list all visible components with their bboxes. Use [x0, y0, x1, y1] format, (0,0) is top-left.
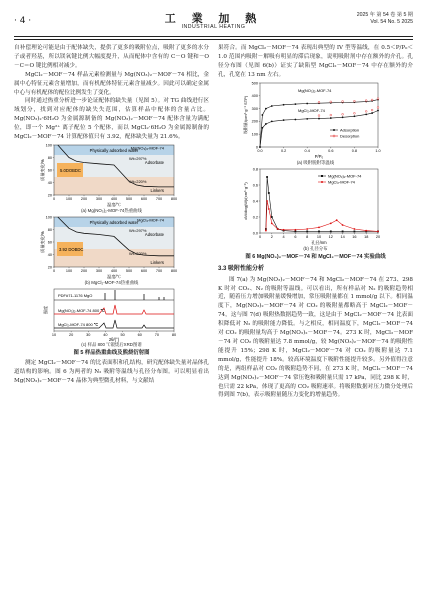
paragraph: 同时通过热重分析进一步论证配体的缺失量（见图 5）。对 TG 曲线进行区域划分，找到对应配体的缺失失范围，估算样品中配体的含量占比。Mg(NO₃)₂·6H₂O 为金属源制备的 Mg(NO₃)₂－MOF－74 配体含量为满配位，即一个 Mg²⁺ 离子配位 5 个配体，而以 MgCl₂·6H₂O 为金属源制备的 MgCl₂－MOF－74 计算配体值只有 3.92，配体缺失量为 21.6%。	[14, 98, 209, 141]
section-heading: 3.3 吸附性能分析	[218, 265, 265, 272]
x-tick-label: 16	[352, 234, 357, 239]
x-tick-label: 0	[52, 196, 56, 201]
issue-line-en: Vol. 54 No. 5 2025	[370, 19, 413, 25]
x-tick-label: 40	[103, 332, 108, 337]
desorption-point	[318, 114, 320, 116]
y-tick-label: 20	[47, 193, 52, 198]
fig6a-caption: (a) 吸附脱附等温线	[296, 159, 335, 165]
y-axis-label: 吸附量/(cm³·g⁻¹ STP)	[243, 95, 248, 134]
y-axis-label: 质量变化/%	[40, 159, 45, 181]
header-rule	[14, 36, 413, 37]
x-axis-label: P/P₀	[314, 153, 324, 159]
page-header	[14, 10, 413, 36]
legend-ads-label: Adsorption	[340, 127, 360, 133]
band-label-adsorbate: Adsorbate	[144, 159, 164, 165]
y-tick-label: 0	[255, 144, 258, 149]
x-tick-label: 10	[316, 234, 322, 239]
x-tick-label: 20	[69, 332, 74, 337]
y-axis-label: 强度	[43, 305, 48, 315]
legend-des-label: Desorption	[340, 133, 360, 139]
pore-point	[306, 230, 308, 232]
pore-point	[354, 230, 356, 232]
x-tick-label: 12	[328, 234, 333, 239]
x-axis-label: 2θ/(°)	[108, 336, 120, 342]
desorption-point	[371, 99, 373, 101]
paragraph: 自补偿理论可能是由于配体缺失，提供了更多的吸附位点，吸附了更多的水分子或者羟基，所以镁氧键比例大幅度提升，从而配体中含有的 C－O 键和－O－C＝O 键比例相对减少。	[14, 45, 209, 69]
fig5c-caption: (c) 样品 800 ℃锻烧后XRD图谱	[81, 341, 142, 347]
adsorption-point	[306, 102, 308, 104]
desorption-point	[342, 100, 344, 102]
x-tick-label: 0.6	[328, 148, 334, 153]
adsorption-point	[295, 118, 297, 120]
desorption-point	[365, 99, 367, 101]
y-tick-label: 20	[47, 265, 52, 270]
legend-a-marker	[321, 175, 323, 177]
annot-wt2: Wt=220%	[129, 178, 147, 184]
x-tick-label: 18	[364, 234, 369, 239]
pore-point	[330, 230, 332, 232]
x-tick-label: 300	[95, 268, 103, 273]
x-ticks	[255, 144, 381, 153]
adsorption-point	[283, 103, 285, 105]
y-tick-label: 60	[47, 240, 52, 245]
pore-point	[271, 216, 273, 218]
pore-point	[306, 228, 308, 230]
pore-point	[342, 230, 344, 232]
y-tick-label: 0.2	[252, 214, 258, 219]
annot-dobdc: 3.92 DOBDC	[59, 246, 84, 252]
pore-point	[377, 230, 379, 232]
desorption-point	[342, 113, 344, 115]
pore-point	[330, 222, 332, 224]
x-tick-label: 400	[110, 268, 118, 273]
y-tick-label: 200	[251, 119, 258, 124]
x-ticks	[53, 195, 177, 201]
annot-wt2: Wt=220%	[129, 250, 147, 256]
x-tick-label: 60	[137, 332, 142, 337]
x-tick-label: 1.0	[375, 148, 381, 153]
x-tick-label: 300	[95, 196, 103, 201]
x-tick-label: 800	[170, 196, 178, 201]
x-axis-label: 温度/℃	[107, 273, 121, 279]
adsorption-point	[306, 118, 308, 120]
figure-5-caption: 图 5 样品热重曲线及熊烧衍射图	[73, 349, 150, 356]
x-tick-label: 600	[140, 268, 148, 273]
pore-point	[354, 228, 356, 230]
x-tick-label: 0.2	[280, 148, 287, 153]
band-label-linkers: Linkers	[150, 187, 164, 193]
x-tick-label: 6	[294, 234, 297, 239]
y-tick-label: 80	[47, 155, 52, 160]
x-tick-label: 0.0	[257, 148, 263, 153]
y-tick-label: 100	[45, 215, 52, 220]
adsorption-point	[342, 116, 344, 118]
fig5a-title: Mg(NO₃)₂-MOF-74	[130, 145, 164, 151]
y-tick-label: 40	[47, 252, 52, 257]
x-tick-label: 8	[306, 234, 309, 239]
desorption-point	[377, 97, 379, 99]
pore-point	[277, 228, 279, 230]
adsorption-point	[259, 146, 261, 148]
adsorption-point	[377, 109, 379, 111]
legend-b-label: MgCl₂-MOF-74	[328, 179, 355, 185]
x-tick-label: 30	[86, 332, 91, 337]
adsorption-point	[261, 127, 263, 129]
x-tick-label: 70	[154, 332, 159, 337]
fig5b-chart	[14, 214, 209, 280]
pore-point	[271, 222, 273, 224]
y-tick-label: 100	[45, 143, 52, 148]
x-ticks	[53, 267, 177, 273]
pore-point	[265, 229, 267, 231]
legend-des-marker	[333, 135, 335, 137]
x-tick-label: 200	[80, 196, 88, 201]
fig5b-title: MgCl₂-MOF-74	[137, 217, 164, 223]
paragraph: MgCl₂－MOF－74 样品元素检测量与 Mg(NO₃)₂－MOF－74 相比，金属中心特征元素含量增加，而有机配体特征元素含量减少。因此可以确定金属中心与有机配体的配位比例发生了变化。	[14, 71, 209, 96]
x-tick-label: 100	[65, 196, 73, 201]
legend-ads-marker	[333, 129, 335, 131]
figure-5	[14, 142, 209, 357]
y-tick-label: 0.4	[252, 198, 258, 203]
pore-point	[283, 229, 285, 231]
x-tick-label: 20	[375, 234, 381, 239]
series-label-a: Mg(NO₃)₂-MOF-74	[298, 87, 332, 93]
issue-info	[357, 12, 413, 26]
x-ticks	[259, 233, 380, 239]
y-ticks	[253, 167, 260, 235]
adsorption-point	[318, 117, 320, 119]
band-label-linkers: Linkers	[150, 259, 164, 265]
y-ticks	[46, 215, 54, 269]
adsorption-point	[295, 103, 297, 105]
journal-title: 工 業 加 熱	[164, 12, 263, 25]
paragraph: 图 7(a) 为 Mg(NO₃)₂－MOF－74 和 MgCl₂－MOF－74 在 273、298 K 时对 CO₂、N₂ 的吸附等温线。可以看出，所有样品对 N₂ 的吸附趋势相近，随着压力增加吸附量缓慢增加，常压吸附量都在 1 mmol/g 以下。相同温度下，Mg(NO₃)₂－MOF－74 对 CO₂ 的吸附量都略高于 MgCl₂－MOF－74，这与图 7(d) 吸附热数据趋势一致，这是由于 MgCl₂－MOF－74 比表面积降低对 N₂ 的吸附能力降低。与之相反，相同温度下，MgCl₂－MOF－74 对 CO₂ 的吸附量均高于 Mg(NO₃)₂－MOF－74。273 K 时，MgCl₂－MOF－74 对 CO₂ 的吸附量达 7.8 mmol/g，较 Mg(NO₃)₂－MOF－74 的吸附性能提升 15%；298 K 时，MgCl₂－MOF－74 对 CO₂ 的吸附量达 7.1 mmol/g，性能提升 18%。较高环境温度下吸附性能提升较多。另外值得注意的是，两组样品对 CO₂ 的吸附趋势不同，在 273 K 时，MgCl₂－MOF－74 达到 Mg(NO₃)₂－MOF－74 常压饱和吸附量只需 17 kPa，同比 298 K 时，也只需 22 kPa，体现了更高的 CO₂ 吸附速率。将吸附数据对压力微分处理后得到图 7(b)，表示吸附量随压力变化的增量趋势。	[218, 276, 413, 399]
y-tick-label: 40	[47, 180, 52, 185]
adsorption-point	[271, 120, 273, 122]
paragraph: 测定 MgCl₂－MOF－74 的比表面积和孔结构，研究配体缺失量对晶体孔道结构的影响。图 6 为两者的 N₂ 吸附等温线与孔径分布图。可以明显看出 Mg(NO₃)₂－MOF－74 晶体为典型微孔材料，与文献结	[14, 359, 209, 384]
x-tick-label: 80	[171, 332, 177, 337]
paragraph: 果符合。而 MgCl₂－MOF－74 表现出典型的 IV 型等温线，在 0.5＜P/P₀＜1.0 范围内吸附－解吸有明显的滞后现象，说明吸附剂中存在额外的介孔。孔径分布图（见图 6(b)）证实了缺陷型 MgCl₂－MOF－74 中存在额外的介孔，孔宽在 13 nm 左右。	[218, 45, 413, 78]
pore-point	[266, 200, 268, 202]
y-tick-label: 80	[47, 227, 52, 232]
figure-6	[218, 80, 413, 261]
legend-a-label: Mg(NO₃)₂-MOF-74	[328, 173, 362, 179]
desorption-point	[354, 112, 356, 114]
adsorption-point	[330, 117, 332, 119]
x-tick-label: 800	[170, 268, 178, 273]
x-tick-label: 400	[110, 196, 118, 201]
y-tick-label: 0.6	[252, 182, 258, 187]
y-tick-label: 400	[251, 93, 258, 98]
x-tick-label: 2	[270, 234, 273, 239]
desorption-point	[318, 101, 320, 103]
y-tick-label: 500	[251, 80, 258, 85]
fig6b-caption: (b) 孔径分布	[303, 245, 328, 251]
x-tick-label: 700	[155, 196, 163, 201]
pore-point	[266, 176, 268, 178]
x-tick-label: 10	[51, 332, 57, 337]
adsorption-point	[365, 113, 367, 115]
annot-dobdc: 5.0DOBDC	[60, 167, 81, 173]
pore-point	[342, 224, 344, 226]
x-tick-label: 14	[340, 234, 345, 239]
desorption-point	[365, 110, 367, 112]
x-tick-label: 4	[282, 234, 285, 239]
x-tick-label: 600	[140, 196, 148, 201]
label-sample-a: Mg(NO₃)₂-MOF-74 800 ℃	[58, 307, 105, 313]
x-axis-label: 温度/℃	[107, 201, 121, 207]
adsorption-point	[265, 107, 267, 109]
x-tick-label: 100	[65, 268, 73, 273]
pore-point	[268, 208, 270, 210]
adsorption-point	[283, 119, 285, 121]
header-rule-thin	[14, 39, 413, 40]
pore-point	[318, 226, 320, 228]
left-column	[14, 44, 209, 386]
fig5c-chart	[14, 286, 209, 342]
x-tick-label: 0.8	[351, 148, 358, 153]
desorption-point	[354, 100, 356, 102]
annot-wt1: Wt=297%	[129, 155, 147, 161]
annot-wt1: Wt=297%	[129, 227, 147, 233]
pore-point	[336, 219, 338, 221]
adsorption-point	[271, 105, 273, 107]
y-ticks	[252, 81, 260, 149]
x-tick-label: 0.4	[304, 148, 310, 153]
legend-b-marker	[321, 181, 323, 183]
y-tick-label: 300	[251, 106, 258, 111]
y-tick-label: 60	[47, 168, 52, 173]
label-sample-b: MgCl₂-MOF-74 800 ℃	[58, 321, 99, 327]
figure-6-caption: 图 6 Mg(NO₃)₂－MOF－74 和 MgCl₂－MOF－74 实验曲线	[245, 253, 386, 260]
x-tick-label: 200	[80, 268, 88, 273]
x-axis-label: 孔径/nm	[311, 239, 327, 245]
pore-point	[318, 230, 320, 232]
band-label-water: Physically adsorbed water	[89, 147, 139, 153]
x-tick-label: 50	[120, 332, 125, 337]
x-tick-label: 0	[52, 268, 56, 273]
journal-title-en: INDUSTRIAL HEATING	[181, 24, 246, 30]
y-ticks	[46, 143, 54, 197]
fig6b-chart	[218, 166, 413, 246]
pore-point	[295, 230, 297, 232]
adsorption-point	[354, 115, 356, 117]
band-label-water: Physically adsorbed water	[89, 219, 139, 225]
adsorption-point	[371, 112, 373, 114]
page-number: · 4 ·	[14, 16, 32, 26]
fig5b-caption: (b) MgCl₂-MOF-74热重曲线	[84, 279, 139, 285]
desorption-point	[330, 101, 332, 103]
x-tick-label: 500	[125, 268, 133, 273]
pore-point	[365, 229, 367, 231]
y-axis-label: 质量变化/%	[40, 231, 45, 253]
y-tick-label: 0.8	[252, 166, 258, 171]
pore-point	[268, 192, 270, 194]
y-axis-label: dV/dlog(W)/(cm³·g⁻¹)	[243, 181, 248, 220]
desorption-point	[330, 114, 332, 116]
right-column	[218, 44, 413, 400]
fig6a-chart	[218, 80, 413, 160]
x-tick-label: 500	[125, 196, 133, 201]
issue-line-cn: 2025 年 第 54 卷 第 5 期	[356, 12, 413, 18]
adsorption-point	[265, 123, 267, 125]
x-tick-label: 0	[258, 234, 262, 239]
label-reference: PDF#71-1176 MgO	[58, 292, 93, 298]
desorption-point	[377, 106, 379, 108]
y-tick-label: 100	[251, 132, 258, 137]
x-tick-label: 700	[155, 268, 163, 273]
y-tick-label: 0.0	[252, 230, 258, 235]
desorption-point	[371, 109, 373, 111]
band-label-adsorbate: Adsorbate	[144, 231, 164, 237]
fig5a-chart	[14, 142, 209, 208]
fig5a-caption: (a) Mg(NO₃)₂-MOF-74热重曲线	[81, 207, 142, 213]
series-label-b: MgCl₂-MOF-74	[298, 107, 325, 113]
plot-frame	[260, 169, 378, 233]
pore-point	[295, 229, 297, 231]
adsorption-point	[261, 114, 263, 116]
